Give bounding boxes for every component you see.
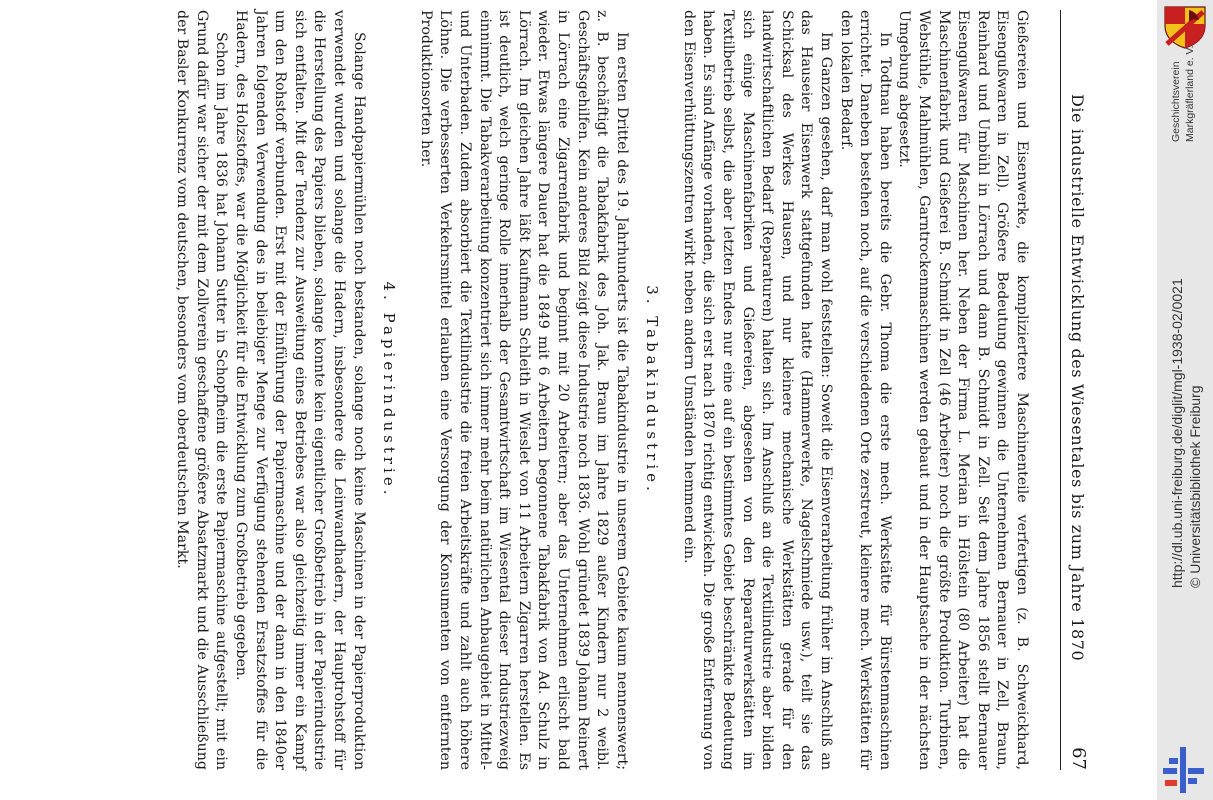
paragraph-paper-mills: Solange Handpapiermühlen noch bestanden, solange noch keine Maschinen in der Papierproduktion verwendet wurden und solange die Hadern, insbesondere die Leinwandhadern, der Hauptrohstoff für die Herstellung des Papiers blieben, solange konnte kein eigentlicher Großbetrieb in der Papierindustrie sich entfalten. Mit der Tendenz zur Ausweitung eines Betriebes war also gleichzeitig immer ein Kampf um den Rohstoff verbunden. Erst mit der Einführung der Papiermaschine und der dann in den 1840er Jahren folgenden Verwendung des in beliebiger Menge zur Verfügung stehenden Ersatzstoffes für die Hadern, des Holzstoffes, war die Möglichkeit für die Entwicklung zum Großbetrieb gegeben. bbox=[233, 10, 367, 770]
running-head bbox=[1060, 10, 1091, 770]
running-title: Die industrielle Entwicklung des Wiesentales bis zum Jahre 1870 bbox=[1068, 94, 1087, 662]
page-number: 67 bbox=[1068, 747, 1089, 770]
paragraph-paper-machine: Schon im Jahre 1836 hat Johann Sutter in Schopfheim die erste Papiermaschine aufgestellt; mit ein Grund dafür war sicher der mit dem Zollverein geschaffene größere Absatzmarkt und die Ausschließung der Basler Konkurrenz vom deutschen, besonders vom oberdeutschen Markt. bbox=[174, 10, 230, 770]
sidebar-vertical-texts bbox=[1167, 0, 1207, 800]
society-name-line-2: Markgräflerland e. V. bbox=[1184, 45, 1196, 142]
body-text bbox=[172, 10, 1031, 770]
section-heading-paper: 4. Papierindustrie. bbox=[380, 281, 399, 499]
copyright-text: © Universitätsbibliothek Freiburg bbox=[1187, 385, 1203, 588]
society-name-line-1: Geschichtsverein bbox=[1170, 61, 1182, 142]
section-heading-tobacco: 3. Tabakindustrie. bbox=[643, 285, 662, 495]
paragraph-ironworks: Gießereien und Eisenwerke, die kompliziertere Maschinenteile verfertigen (z. B. Schweickhard, Eisengußwaren in Zell). Größere Bedeutung gewinnen die Unternehmen Bernauer in Zell, Braun, Reinhard und Umbühl in Lörrach und dann B. Schmidt in Zell. Seit dem Jahre 1856 stellt Bernauer Eisengußwaren für Maschinen her. Neben der Firma L. Merian in Hölstein (80 Arbeiter) hat die Maschinenfabrik und Gießerei B. Schmidt in Zell (46 Arbeiter) noch die größte Produktion. Turbinen, Webstühle, Mahlmühlen, Garntrockenmaschinen werden gebaut und in der Hauptsache in der nächsten Umgebung abgesetzt. bbox=[896, 10, 1030, 770]
paragraph-tobacco: Im ersten Drittel des 19. Jahrhunderts ist die Tabakindustrie in unserem Gebiete kaum nennenswert; z. B. beschäftigt die Tabakfabrik des Joh. Jak. Braun im Jahre 1829 außer Kindern nur 2 weibl. Geschäftsgehilfen. Kein anderes Bild zeigt diese Industrie noch 1836. Wohl gründet 1839 Johann Reinert in Lörrach eine Zigarrenfabrik und beginnt mit 20 Arbeitern; aber das Unternehmen erlischt bald wieder. Etwas längere Dauer hat die 1849 mit 6 Arbeitern begonnene Tabakfabrik von Ad. Schulz in Lörrach. Im gleichen Jahre läßt Kaufmann Schleith in Wieslet von 11 Arbeitern Zigarren herstellen. Es ist deutlich, welch geringe Rolle innerhalb der Gesamtwirtschaft im Wiesental dieser Industriezweig einnimmt. Die Tabakverarbeitung konzentriert sich immer mehr beim natürlichen Anbaugebiet in Mittel- und Unterbaden. Zudem absorbiert die Textilindustrie die freien Arbeitskräfte und zahlt auch höhere Löhne. Die verbesserten Verkehrsmittel erlauben eine Versorgung der Konsumenten von entfernten Produktionsorten her. bbox=[417, 10, 630, 770]
library-logo-icon bbox=[1161, 744, 1207, 796]
paragraph-summary: Im Ganzen gesehen, darf man wohl feststellen: Soweit die Eisenverarbeitung früher im Anschluß an das Hauseier Eisenwerk stattgefunden hatte (Hammerwerke, Nagelschmiede usw.), teilt sie das Schicksal des Werkes Hausen, und nur kleinere mechanische Werkstätten gerade für den landwirtschaftlichen Bedarf (Reparaturen) halten sich. Im Anschluß an die Textilindustrie aber bilden sich einige Maschinenfabriken und Gießereien, abgesehen von den Reparaturwerkstätten im Textilbetrieb selbst, die aber letzten Endes nur eine auf ein bestimmtes Gebiet beschränkte Bedeutung haben. Es sind Anfänge vorhanden, die sich erst nach 1870 richtig entwickeln. Die große Entfernung von den Eisenverhüttungszentren wirkt neben andern Umständen hemmend ein. bbox=[680, 10, 835, 770]
paragraph-todtnau: In Todtnau haben bereits die Gebr. Thoma die erste mech. Werkstätte für Bürstenmaschinen errichtet. Daneben bestehen noch, auf die verschiedenen Orte zerstreut, kleinere mech. Werkstätten für den lokalen Bedarf. bbox=[837, 10, 893, 770]
source-url-link[interactable]: http://dl.ub.uni-freiburg.de/diglit/mgl-1938-02/0021 bbox=[1169, 278, 1185, 588]
